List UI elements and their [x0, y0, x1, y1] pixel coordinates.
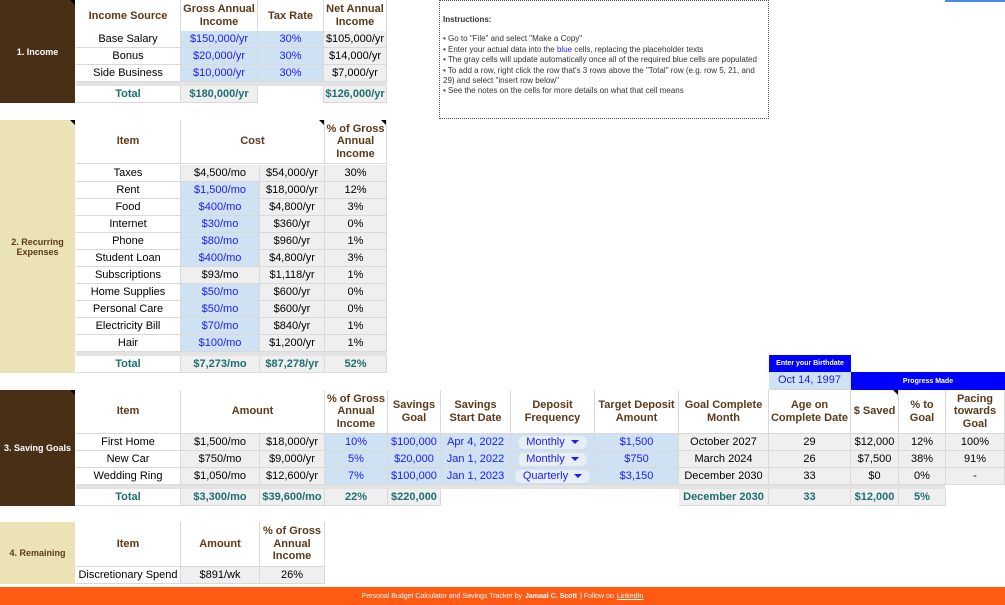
header-cost: Cost	[181, 120, 325, 164]
section-label-income: 1. Income	[0, 0, 75, 103]
linkedin-link[interactable]: LinkedIn	[616, 592, 644, 600]
income-gross-input[interactable]: $150,000/yr	[181, 31, 258, 48]
expense-pct-cell: 30%	[325, 165, 387, 182]
goal-yearly-cell: $9,000/yr	[260, 451, 325, 468]
goal-pacing-cell: -	[946, 468, 1005, 485]
instruction-line: • Go to "File" and select "Make a Copy"	[443, 34, 583, 44]
footer-bar: Personal Budget Calculator and Savings Tracker by Jamaal C. Scott | Follow on LinkedIn	[0, 587, 1005, 605]
goal-monthly-cell: $1,050/mo	[181, 468, 260, 485]
goal-pct-to-goal-cell: 12%	[899, 434, 946, 451]
expense-pct-cell: 1%	[325, 233, 387, 250]
expense-monthly-input[interactable]: $70/mo	[181, 318, 260, 335]
goal-savings-goal-input[interactable]: $20,000	[388, 451, 441, 468]
goal-item-cell[interactable]: First Home	[76, 434, 181, 451]
remaining-amount: $891/wk	[181, 567, 260, 584]
expense-monthly-input[interactable]: $50/mo	[181, 284, 260, 301]
expense-monthly-input[interactable]: $50/mo	[181, 301, 260, 318]
goal-pct-input[interactable]: 10%	[325, 434, 388, 451]
expense-yearly-cell: $600/yr	[260, 284, 325, 301]
expense-item-cell[interactable]: Home Supplies	[76, 284, 181, 301]
income-total-net: $126,000/yr	[324, 86, 387, 103]
instructions-title: Instructions:	[443, 15, 492, 24]
expense-pct-cell: 12%	[325, 182, 387, 199]
header-pct-gross: % of Gross Annual Income	[325, 120, 387, 164]
goal-age-cell: 26	[769, 451, 851, 468]
header-pct-gross: % of Gross Annual Income	[325, 390, 388, 434]
goal-item-cell[interactable]: New Car	[76, 451, 181, 468]
income-net-cell: $14,000/yr	[324, 48, 387, 65]
chevron-down-icon	[574, 474, 582, 478]
expense-yearly-cell: $4,800/yr	[260, 250, 325, 267]
chevron-down-icon	[571, 440, 579, 444]
goal-pct-to-goal-cell: 38%	[899, 451, 946, 468]
savings-total-to-goal: 5%	[899, 489, 946, 506]
goal-saved-cell: $0	[851, 468, 899, 485]
goal-saved-cell: $7,500	[851, 451, 899, 468]
savings-total-saved: $12,000	[851, 489, 899, 506]
author-name: Jamaal C. Scott	[524, 592, 578, 600]
expense-monthly-input[interactable]: $100/mo	[181, 335, 260, 352]
goal-target-deposit-cell[interactable]: $3,150	[595, 468, 679, 485]
expense-pct-cell: 1%	[325, 318, 387, 335]
expense-item-cell[interactable]: Student Loan	[76, 250, 181, 267]
goal-pacing-cell: 91%	[946, 451, 1005, 468]
header-pct-to-goal: % to Goal	[899, 390, 946, 434]
savings-total-complete: December 2030	[679, 489, 769, 506]
expense-pct-cell: 0%	[325, 216, 387, 233]
goal-complete-month-cell: March 2024	[679, 451, 769, 468]
recurring-total-yearly: $87,278/yr	[260, 356, 325, 373]
header-target-deposit-amount: Target Deposit Amount	[595, 390, 679, 434]
header-age-on-complete-date: Age on Complete Date	[769, 390, 851, 434]
chevron-down-icon	[571, 457, 579, 461]
header-deposit-frequency: Deposit Frequency	[511, 390, 595, 434]
header-savings-start-date: Savings Start Date	[441, 390, 511, 434]
income-net-cell: $105,000/yr	[324, 31, 387, 48]
income-tax-input[interactable]: 30%	[258, 31, 324, 48]
goal-target-deposit-cell[interactable]: $750	[595, 451, 679, 468]
instruction-line: • To add a row, right click the row that's 3 rows above the "Total" row (e.g. row 5, 21, and 29) and select "insert row below"	[443, 65, 755, 85]
income-source-cell[interactable]: Side Business	[76, 65, 181, 82]
expense-yearly-cell: $1,200/yr	[260, 335, 325, 352]
header-income-source: Income Source	[76, 0, 181, 33]
goal-pct-to-goal-cell: 0%	[899, 468, 946, 485]
income-total-empty	[258, 86, 324, 103]
instructions-box	[439, 0, 769, 119]
progress-made-banner: Progress Made	[851, 372, 1005, 390]
header-pacing: Pacing towards Goal	[946, 390, 1005, 434]
savings-total-label: Total	[76, 489, 181, 506]
goal-start-date-input[interactable]: Apr 4, 2022	[441, 434, 511, 451]
goal-age-cell: 33	[769, 468, 851, 485]
expense-yearly-cell: $840/yr	[260, 318, 325, 335]
header-item: Item	[76, 522, 181, 567]
expense-monthly-cell: $4,500/mo	[181, 165, 260, 182]
remaining-item: Discretionary Spend	[76, 567, 181, 584]
remaining-pct: 26%	[260, 567, 325, 584]
instruction-line: • Enter your actual data into the blue cells, replacing the placeholder texts	[443, 44, 704, 54]
goal-complete-month-cell: December 2030	[679, 468, 769, 485]
header-pct-gross: % of Gross Annual Income	[260, 522, 325, 567]
income-gross-input[interactable]: $10,000/yr	[181, 65, 258, 82]
expense-pct-cell: 0%	[325, 284, 387, 301]
savings-total-monthly: $3,300/mo	[181, 489, 260, 506]
goal-item-cell[interactable]: Wedding Ring	[76, 468, 181, 485]
goal-deposit-frequency-dropdown[interactable]	[511, 468, 595, 485]
expense-item-cell[interactable]: Phone	[76, 233, 181, 250]
goal-complete-month-cell: October 2027	[679, 434, 769, 451]
goal-savings-goal-input[interactable]: $100,000	[388, 434, 441, 451]
goal-pct-input[interactable]: 5%	[325, 451, 388, 468]
income-source-cell[interactable]: Base Salary	[76, 31, 181, 48]
expense-yearly-cell: $4,800/yr	[260, 199, 325, 216]
header-amount: Amount	[181, 390, 325, 434]
header-dollars-saved: $ Saved	[851, 390, 899, 434]
expense-item-cell[interactable]: Electricity Bill	[76, 318, 181, 335]
expense-item-cell[interactable]: Personal Care	[76, 301, 181, 318]
expense-item-cell[interactable]: Internet	[76, 216, 181, 233]
header-net-annual-income: Net Annual Income	[324, 0, 387, 33]
expense-pct-cell: 3%	[325, 250, 387, 267]
expense-yearly-cell: $18,000/yr	[260, 182, 325, 199]
expense-item-cell[interactable]: Rent	[76, 182, 181, 199]
frequency-select[interactable]: Monthly	[518, 453, 587, 466]
goal-age-cell: 29	[769, 434, 851, 451]
expense-yearly-cell: $600/yr	[260, 301, 325, 318]
goal-deposit-frequency-dropdown[interactable]	[511, 451, 595, 468]
header-item: Item	[76, 120, 181, 164]
recurring-total-label: Total	[76, 356, 181, 373]
header-gross-annual-income: Gross Annual Income	[181, 0, 258, 33]
expense-pct-cell: 1%	[325, 267, 387, 284]
header-savings-goal: Savings Goal	[388, 390, 441, 434]
income-source-cell[interactable]: Bonus	[76, 48, 181, 65]
expense-pct-cell: 0%	[325, 301, 387, 318]
selection-indicator	[945, 0, 1005, 2]
income-tax-input[interactable]: 30%	[258, 65, 324, 82]
header-item: Item	[76, 390, 181, 434]
goal-yearly-cell: $12,600/yr	[260, 468, 325, 485]
expense-pct-cell: 1%	[325, 335, 387, 352]
expense-monthly-input[interactable]: $400/mo	[181, 199, 260, 216]
expense-monthly-cell: $93/mo	[181, 267, 260, 284]
birthdate-label: Enter your Birthdate	[769, 355, 851, 372]
expense-item-cell[interactable]: Hair	[76, 335, 181, 352]
income-gross-input[interactable]: $20,000/yr	[181, 48, 258, 65]
frequency-select[interactable]: Quarterly	[515, 470, 590, 483]
expense-monthly-input[interactable]: $80/mo	[181, 233, 260, 250]
goal-start-date-input[interactable]: Jan 1, 2022	[441, 451, 511, 468]
section-label-remaining: 4. Remaining	[0, 522, 75, 584]
section-label-recurring-expenses: 2. Recurring Expenses	[0, 120, 75, 373]
goal-pacing-cell: 100%	[946, 434, 1005, 451]
expense-yearly-cell: $54,000/yr	[260, 165, 325, 182]
expense-item-cell[interactable]: Taxes	[76, 165, 181, 182]
savings-total-goal: $220,000	[388, 489, 441, 506]
expense-yearly-cell: $360/yr	[260, 216, 325, 233]
income-total-gross: $180,000/yr	[181, 86, 258, 103]
expense-item-cell[interactable]: Food	[76, 199, 181, 216]
expense-monthly-input[interactable]: $1,500/mo	[181, 182, 260, 199]
frequency-select[interactable]: Monthly	[518, 436, 587, 449]
expense-yearly-cell: $1,118/yr	[260, 267, 325, 284]
instruction-line: • See the notes on the cells for more details on what that cell means	[443, 86, 684, 96]
savings-total-age: 33	[769, 489, 851, 506]
goal-pct-input[interactable]: 7%	[325, 468, 388, 485]
expense-item-cell[interactable]: Subscriptions	[76, 267, 181, 284]
expense-monthly-input[interactable]: $400/mo	[181, 250, 260, 267]
income-net-cell: $7,000/yr	[324, 65, 387, 82]
income-tax-input[interactable]: 30%	[258, 48, 324, 65]
goal-monthly-cell: $1,500/mo	[181, 434, 260, 451]
goal-target-deposit-cell[interactable]: $1,500	[595, 434, 679, 451]
goal-deposit-frequency-dropdown[interactable]	[511, 434, 595, 451]
recurring-total-pct: 52%	[325, 356, 387, 373]
income-total-label: Total	[76, 86, 181, 103]
goal-start-date-input[interactable]: Jan 1, 2023	[441, 468, 511, 485]
goal-monthly-cell: $750/mo	[181, 451, 260, 468]
goal-savings-goal-input[interactable]: $100,000	[388, 468, 441, 485]
goal-yearly-cell: $18,000/yr	[260, 434, 325, 451]
recurring-total-monthly: $7,273/mo	[181, 356, 260, 373]
goal-saved-cell: $12,000	[851, 434, 899, 451]
birthdate-input[interactable]: Oct 14, 1997	[769, 372, 851, 390]
header-tax-rate: Tax Rate	[258, 0, 324, 33]
savings-total-yearly: $39,600/mo	[260, 489, 325, 506]
expense-pct-cell: 3%	[325, 199, 387, 216]
header-amount: Amount	[181, 522, 260, 567]
expense-yearly-cell: $960/yr	[260, 233, 325, 250]
header-goal-complete-month: Goal Complete Month	[679, 390, 769, 434]
instruction-line: • The gray cells will update automatically once all of the required blue cells are populated	[443, 55, 757, 65]
expense-monthly-input[interactable]: $30/mo	[181, 216, 260, 233]
section-label-saving-goals: 3. Saving Goals	[0, 390, 75, 506]
savings-total-pct: 22%	[325, 489, 388, 506]
